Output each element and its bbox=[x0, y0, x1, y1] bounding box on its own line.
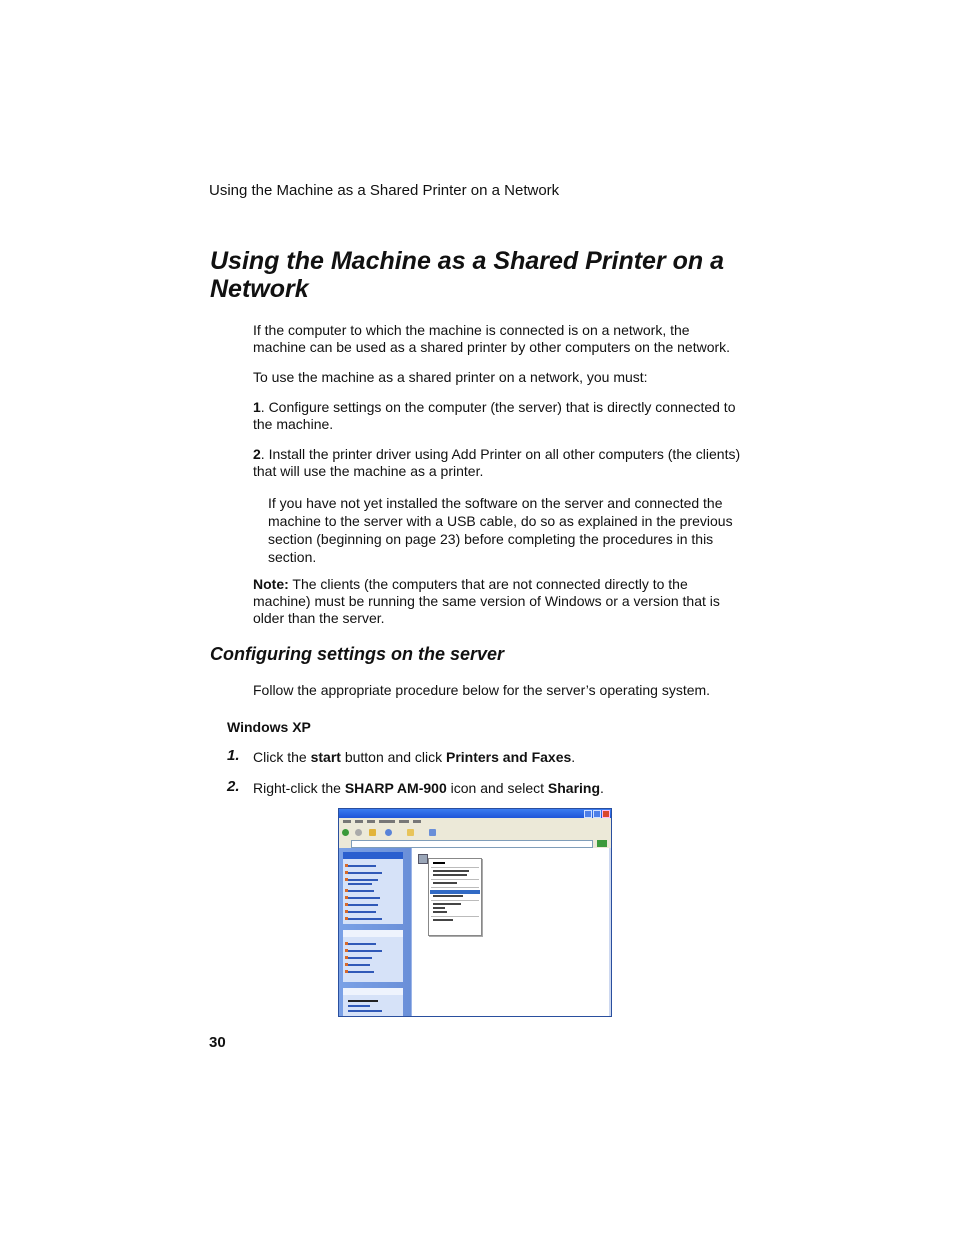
step-2-sharing: Sharing bbox=[547, 780, 601, 796]
other-places-panel bbox=[343, 930, 403, 982]
requirement-2-number: 2 bbox=[253, 446, 261, 462]
requirement-1-number: 1 bbox=[253, 399, 261, 415]
section-title: Configuring settings on the server bbox=[210, 644, 505, 664]
step-1-text bbox=[253, 749, 743, 766]
step-1-text-c: button and click bbox=[340, 749, 446, 765]
step-1-number: 1. bbox=[227, 747, 240, 764]
back-icon bbox=[342, 829, 349, 836]
install-note: If you have not yet installed the software on the server and connected the machine to the server with a USB cable, do so as explained in the previous section (beginning on page 23) before completing the procedures in this section. bbox=[268, 495, 733, 565]
step-1-text-e: . bbox=[571, 749, 576, 765]
go-icon bbox=[597, 840, 607, 847]
folders-icon bbox=[407, 829, 414, 836]
step-1-printers-and-faxes: Printers and Faxes bbox=[446, 749, 572, 765]
requirement-1 bbox=[253, 399, 743, 433]
context-menu bbox=[428, 858, 482, 936]
printer-tasks-panel bbox=[343, 852, 403, 924]
note-text: The clients (the computers that are not connected directly to the machine) must be running the same version of Windows or a version that is older than the server. bbox=[253, 576, 720, 626]
minimize-icon bbox=[584, 810, 592, 818]
printer-icon bbox=[418, 854, 428, 864]
views-icon bbox=[429, 829, 436, 836]
requirements-lead: To use the machine as a shared printer on a network, you must: bbox=[253, 369, 648, 385]
step-2-text-e: . bbox=[600, 780, 604, 796]
note-label: Note: bbox=[253, 576, 289, 592]
page-number: 30 bbox=[209, 1034, 226, 1051]
search-icon bbox=[385, 829, 392, 836]
close-icon bbox=[602, 810, 610, 818]
os-heading: Windows XP bbox=[227, 719, 311, 735]
step-1-start: start bbox=[310, 749, 341, 765]
intro-paragraph: If the computer to which the machine is connected is on a network, the machine can be used as a shared printer by other computers on the network. bbox=[253, 322, 731, 355]
section-intro: Follow the appropriate procedure below for the server’s operating system. bbox=[253, 682, 711, 698]
printers-content-area bbox=[411, 848, 612, 1016]
requirement-2 bbox=[253, 446, 743, 480]
printers-and-faxes-screenshot bbox=[338, 808, 612, 1017]
up-folder-icon bbox=[369, 829, 376, 836]
step-2-text-a: Right-click the bbox=[253, 780, 345, 796]
step-2-number: 2. bbox=[227, 778, 240, 795]
step-1-text-a: Click the bbox=[253, 749, 311, 765]
requirement-2-text: . Install the printer driver using Add Printer on all other computers (the clients) that will use the machine as a printer. bbox=[253, 446, 741, 479]
step-2-text bbox=[253, 780, 743, 797]
scrollbar bbox=[609, 848, 611, 1016]
note-paragraph bbox=[253, 576, 743, 627]
maximize-icon bbox=[593, 810, 601, 818]
step-2-text-c: icon and select bbox=[446, 780, 548, 796]
step-2-sharp-am-900: SHARP AM-900 bbox=[344, 780, 447, 796]
window-toolbar bbox=[339, 826, 611, 840]
requirement-1-text: . Configure settings on the computer (the server) that is directly connected to the machine. bbox=[253, 399, 736, 432]
running-header: Using the Machine as a Shared Printer on a Network bbox=[209, 182, 560, 199]
window-titlebar bbox=[339, 809, 611, 818]
page-title: Using the Machine as a Shared Printer on a Network bbox=[210, 247, 725, 303]
task-pane bbox=[339, 848, 411, 1016]
forward-icon bbox=[355, 829, 362, 836]
details-panel bbox=[343, 988, 403, 1016]
address-input bbox=[351, 840, 593, 848]
